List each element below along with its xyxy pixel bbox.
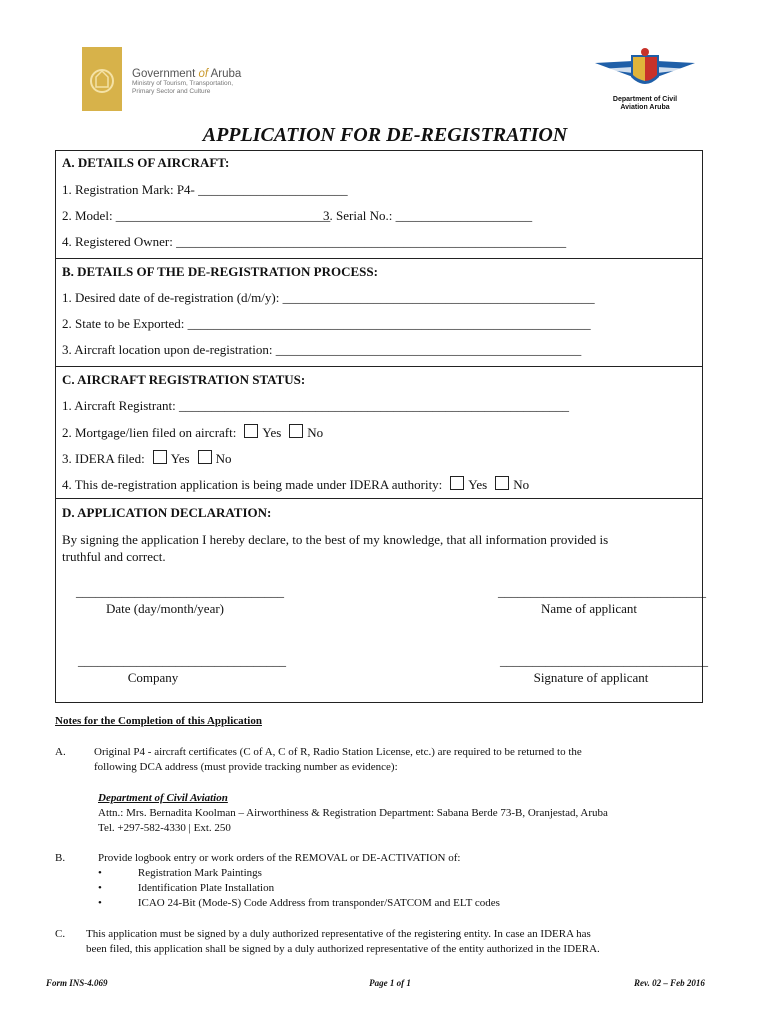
- authority-no-checkbox[interactable]: [495, 476, 509, 490]
- idera-authority-row: [62, 476, 529, 493]
- dca-line-2: Aviation Aruba: [620, 104, 670, 111]
- bullet-item-2: • Identification Plate Installation: [98, 882, 275, 894]
- ministry-line-2: Primary Sector and Culture: [132, 88, 211, 95]
- section-a-title: A. DETAILS OF AIRCRAFT:: [62, 155, 230, 170]
- mortgage-no-checkbox[interactable]: [289, 424, 303, 438]
- dca-name: [593, 96, 697, 112]
- government-name: Government of Aruba: [132, 68, 242, 80]
- idera-authority-label: 4. This de-registration application is being made under IDERA authority:: [62, 477, 443, 492]
- page-title: APPLICATION FOR DE-REGISTRATION: [202, 124, 568, 146]
- section-d-title: D. APPLICATION DECLARATION:: [62, 505, 272, 520]
- dca-address-tel: Tel. +297-582-4330 | Ext. 250: [98, 822, 231, 834]
- authority-no-label: No: [513, 477, 530, 492]
- mortgage-lien-row: [62, 424, 323, 441]
- authority-yes-checkbox[interactable]: [450, 476, 464, 490]
- dca-address-name: Department of Civil Aviation: [98, 792, 228, 804]
- note-a-line-1: Original P4 - aircraft certificates (C of A, C of R, Radio Station License, etc.) are required to be returned to the: [94, 746, 582, 758]
- note-c-letter: C.: [55, 928, 66, 940]
- name-label: Name of applicant: [540, 601, 637, 616]
- signature-label: Signature of applicant: [533, 670, 649, 685]
- note-b-line: Provide logbook entry or work orders of the REMOVAL or DE-ACTIVATION of:: [98, 852, 461, 864]
- signature-blank[interactable]: ________________________________: [500, 653, 708, 668]
- idera-filed-label: 3. IDERA filed:: [62, 451, 145, 466]
- ministry-line-1: Ministry of Tourism, Transportation,: [132, 80, 234, 87]
- mortgage-no-label: No: [307, 425, 324, 440]
- company-label: Company: [127, 670, 179, 685]
- name-blank[interactable]: ________________________________: [498, 584, 706, 599]
- bullet-item-1: • Registration Mark Paintings: [98, 867, 262, 879]
- section-c-title: C. AIRCRAFT REGISTRATION STATUS:: [62, 372, 306, 387]
- authority-yes-label: Yes: [468, 477, 488, 492]
- revision: Rev. 02 – Feb 2016: [634, 978, 705, 988]
- deregistration-date-field[interactable]: 1. Desired date of de-registration (d/m/y): ________________________________________________: [62, 290, 595, 305]
- registration-mark-field[interactable]: 1. Registration Mark: P4- _______________________: [62, 182, 348, 197]
- declaration-line-1: By signing the application I hereby declare, to the best of my knowledge, that all information provided is: [62, 532, 609, 547]
- state-exported-field[interactable]: 2. State to be Exported: ______________________________________________________________: [62, 316, 591, 331]
- note-a-letter: A.: [55, 746, 66, 758]
- government-of-aruba-logo: [82, 47, 122, 111]
- serial-number-field[interactable]: 3. Serial No.: _____________________: [323, 208, 533, 223]
- dca-wings-logo-icon: [593, 47, 697, 95]
- mortgage-yes-label: Yes: [262, 425, 282, 440]
- registered-owner-field[interactable]: 4. Registered Owner: ____________________________________________________________: [62, 234, 567, 249]
- aircraft-location-field[interactable]: 3. Aircraft location upon de-registration: _______________________________________________: [62, 342, 582, 357]
- idera-no-checkbox[interactable]: [198, 450, 212, 464]
- dca-address-attn: Attn.: Mrs. Bernadita Koolman – Airworthiness & Registration Department: Sabana Berde 73-B, Oranjestad, Aruba: [98, 807, 608, 819]
- note-b-letter: B.: [55, 852, 66, 864]
- page-number: Page 1 of 1: [369, 978, 411, 988]
- section-divider-c: [55, 366, 703, 367]
- model-field[interactable]: 2. Model: _________________________________: [62, 208, 331, 223]
- bullet-item-3: • ICAO 24-Bit (Mode-S) Code Address from transponder/SATCOM and ELT codes: [98, 897, 500, 909]
- section-divider-b: [55, 258, 703, 259]
- dca-line-1: Department of Civil: [612, 96, 678, 103]
- aircraft-registrant-field[interactable]: 1. Aircraft Registrant: ____________________________________________________________: [62, 398, 569, 413]
- idera-yes-checkbox[interactable]: [153, 450, 167, 464]
- form-number: Form INS-4.069: [46, 978, 108, 988]
- mortgage-lien-label: 2. Mortgage/lien filed on aircraft:: [62, 425, 237, 440]
- idera-yes-label: Yes: [170, 451, 190, 466]
- section-b-title: B. DETAILS OF THE DE-REGISTRATION PROCESS:: [62, 264, 378, 279]
- note-a-line-2: following DCA address (must provide tracking number as evidence):: [94, 761, 398, 773]
- company-blank[interactable]: ________________________________: [78, 653, 286, 668]
- date-label: Date (day/month/year): [105, 601, 225, 616]
- mortgage-yes-checkbox[interactable]: [244, 424, 258, 438]
- date-blank[interactable]: ________________________________: [76, 584, 284, 599]
- note-c-line-2: been filed, this application shall be signed by a duly authorized representative of the entity authorized in the IDERA.: [86, 943, 600, 955]
- note-c-line-1: This application must be signed by a duly authorized representative of the registering entity. In case an IDERA has: [86, 928, 591, 940]
- idera-filed-row: [62, 450, 232, 467]
- notes-heading: Notes for the Completion of this Application: [55, 715, 262, 727]
- declaration-line-2: truthful and correct.: [62, 549, 166, 564]
- idera-no-label: No: [215, 451, 232, 466]
- section-divider-d: [55, 498, 703, 499]
- government-text: [132, 68, 241, 96]
